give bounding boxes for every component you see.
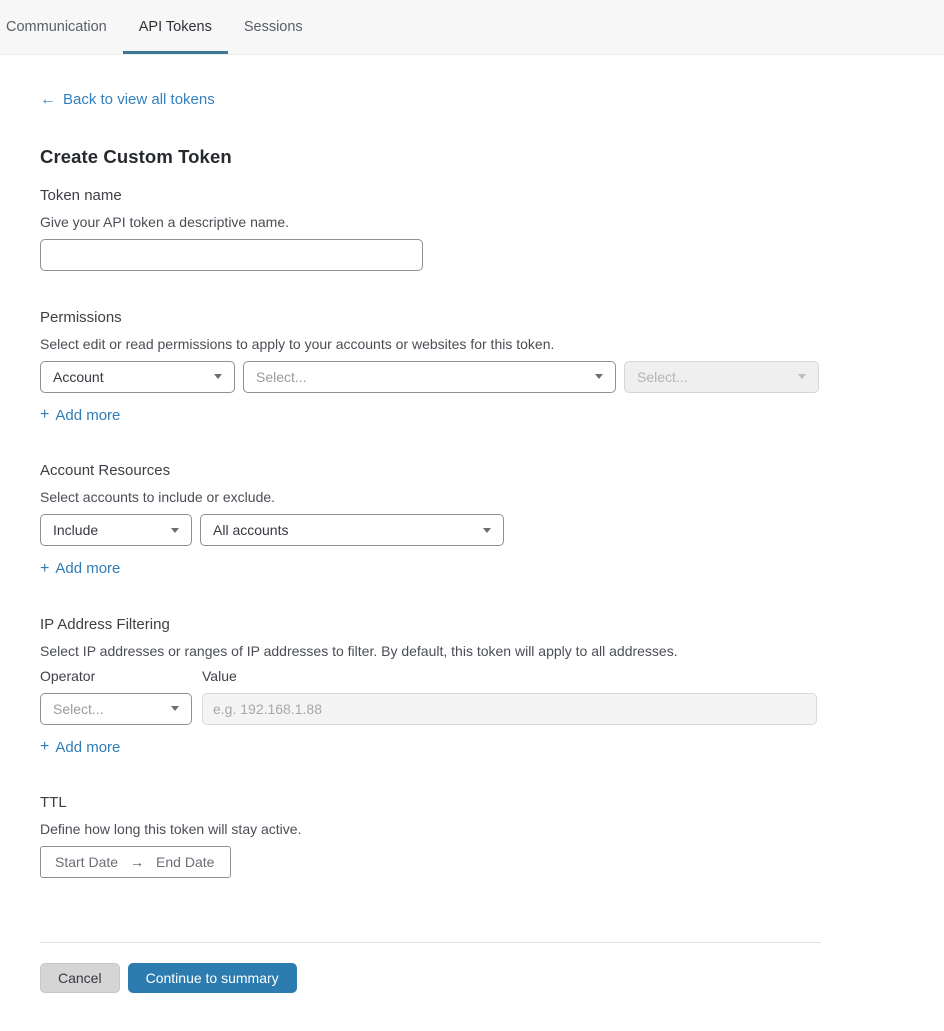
chevron-down-icon — [171, 706, 179, 711]
account-resources-add-more-link[interactable] — [40, 560, 120, 577]
permission-access-select — [624, 361, 819, 393]
chevron-down-icon — [171, 528, 179, 533]
permission-group-select[interactable] — [243, 361, 616, 393]
token-name-input[interactable] — [40, 239, 423, 271]
ip-operator-select[interactable] — [40, 693, 192, 725]
resource-accounts-select[interactable] — [200, 514, 504, 546]
arrow-right-icon: → — [130, 854, 145, 870]
account-resources-add-more-label: Add more — [55, 560, 121, 577]
permissions-title: Permissions — [40, 308, 122, 326]
ip-operator-select-value: Select... — [53, 700, 104, 717]
plus-icon: + — [40, 738, 50, 755]
permissions-add-more-label: Add more — [55, 406, 121, 424]
ip-filtering-description: Select IP addresses or ranges of IP addresses to filter. By default, this token will apply to all addresses. — [40, 642, 678, 659]
ttl-title: TTL — [40, 794, 67, 811]
resource-mode-select[interactable] — [40, 514, 192, 546]
continue-to-summary-button[interactable] — [128, 963, 297, 993]
permission-scope-select-value: Account — [53, 368, 104, 385]
token-name-description: Give your API token a descriptive name. — [40, 213, 290, 230]
resource-mode-select-value: Include — [53, 522, 99, 538]
tab-communication[interactable] — [6, 0, 123, 54]
permissions-section — [40, 309, 821, 425]
cancel-button-label: Cancel — [58, 970, 102, 986]
tab-sessions-label: Sessions — [243, 19, 303, 35]
chevron-down-icon — [798, 374, 806, 379]
ttl-description: Define how long this token will stay active. — [40, 821, 302, 837]
token-name-title: Token name — [40, 186, 122, 204]
ip-operator-label: Operator — [40, 667, 96, 684]
ip-value-label: Value — [202, 667, 237, 684]
ip-filtering-add-more-label: Add more — [55, 738, 121, 756]
tab-sessions[interactable] — [228, 0, 319, 54]
back-link-label: Back to view all tokens — [63, 91, 215, 108]
permission-group-select-value: Select... — [256, 368, 307, 385]
ip-filtering-add-more-link[interactable] — [40, 739, 120, 756]
back-arrow-icon: ← — [40, 90, 56, 108]
cancel-button[interactable] — [40, 963, 120, 993]
permission-access-select-value: Select... — [637, 368, 688, 385]
ttl-date-range-picker[interactable] — [40, 846, 231, 878]
resource-accounts-select-value: All accounts — [213, 522, 289, 538]
permission-scope-select[interactable] — [40, 361, 235, 393]
ttl-section — [40, 794, 821, 878]
ttl-start-date-label: Start Date — [55, 854, 119, 870]
chevron-down-icon — [214, 374, 222, 379]
account-resources-description: Select accounts to include or exclude. — [40, 489, 276, 505]
ip-filtering-title: IP Address Filtering — [40, 615, 170, 633]
ip-value-input — [202, 693, 817, 725]
tab-api-tokens[interactable] — [123, 0, 228, 54]
chevron-down-icon — [483, 528, 491, 533]
back-to-tokens-link[interactable] — [40, 91, 215, 108]
chevron-down-icon — [595, 374, 603, 379]
footer-divider — [40, 942, 821, 943]
continue-button-label: Continue to summary — [145, 970, 279, 986]
ttl-end-date-label: End Date — [156, 854, 215, 870]
permissions-description: Select edit or read permissions to apply to your accounts or websites for this token. — [40, 335, 555, 352]
account-resources-section — [40, 462, 821, 578]
plus-icon: + — [40, 559, 50, 577]
account-resources-title: Account Resources — [40, 462, 171, 479]
tab-api-tokens-label: API Tokens — [138, 19, 212, 35]
plus-icon: + — [40, 406, 50, 423]
page-title: Create Custom Token — [40, 145, 232, 167]
ip-filtering-section — [40, 616, 821, 757]
permissions-add-more-link[interactable] — [40, 407, 120, 424]
token-name-section — [40, 187, 821, 271]
tab-communication-label: Communication — [6, 19, 107, 35]
settings-tab-bar — [0, 0, 944, 55]
